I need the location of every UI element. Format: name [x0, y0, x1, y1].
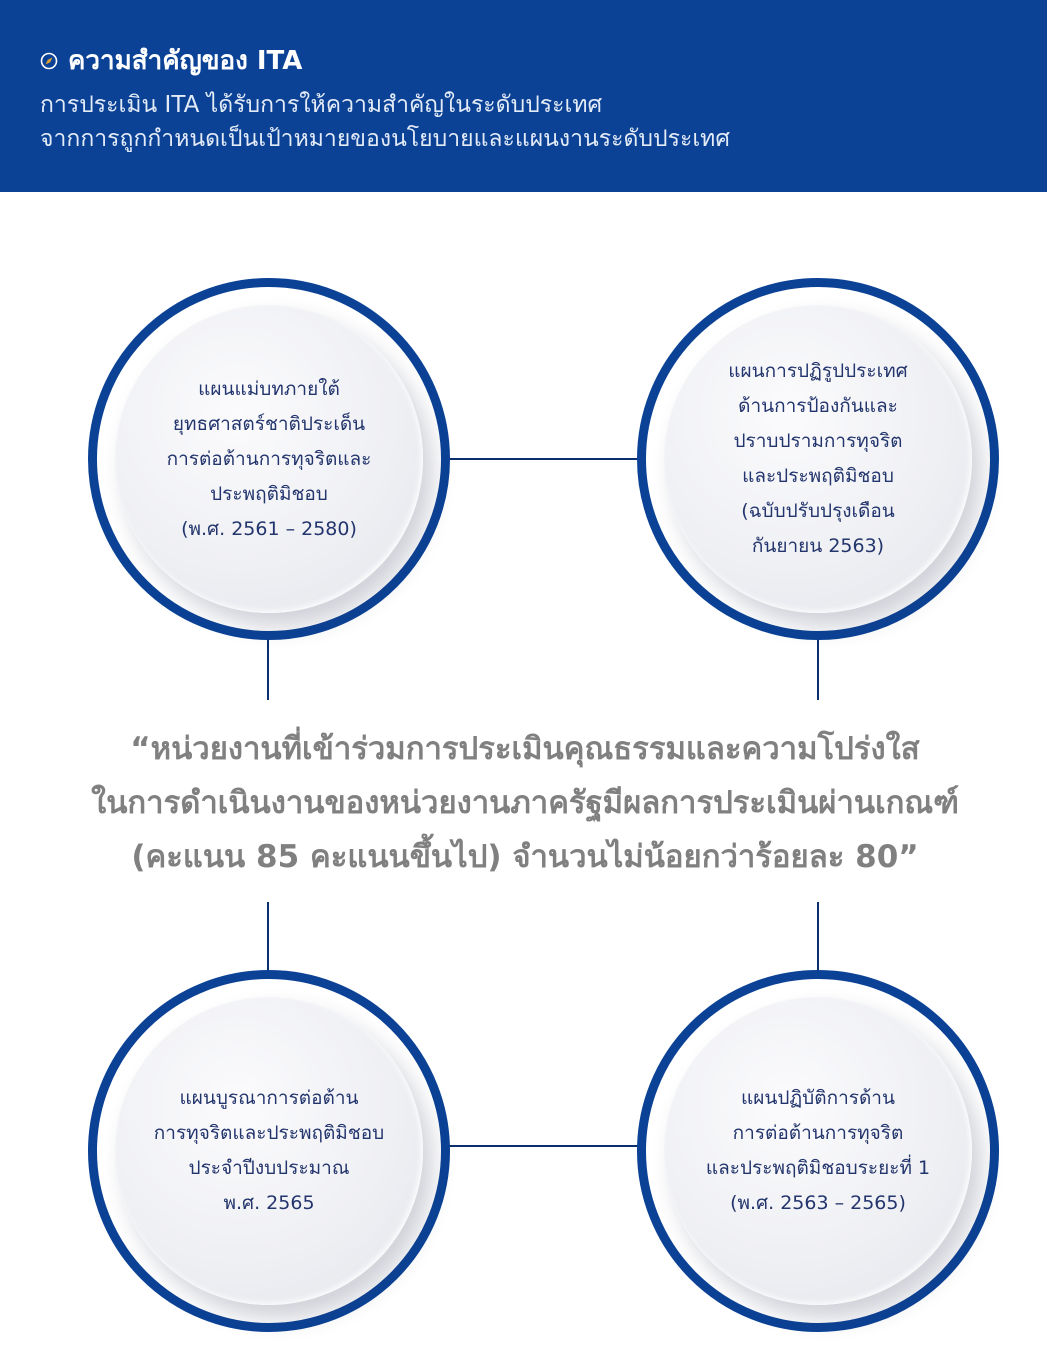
- plan-circle-inner: [664, 997, 972, 1305]
- quote-line: (คะแนน 85 คะแนนขึ้นไป) จำนวนไม่น้อยกว่าร้อยละ 80”: [131, 839, 919, 875]
- header-description-line-1: การประเมิน ITA ได้รับการให้ความสำคัญในระดับประเทศ: [40, 92, 603, 118]
- plan-line: แผนบูรณาการต่อต้าน: [179, 1087, 359, 1109]
- plan-line: ด้านการป้องกันและ: [738, 395, 898, 417]
- plan-line: (พ.ศ. 2563 – 2565): [730, 1192, 906, 1214]
- plan-circle-master-plan: [88, 278, 450, 640]
- plan-line: (ฉบับปรับปรุงเดือน: [741, 500, 895, 522]
- plan-line: ประพฤติมิชอบ: [210, 482, 328, 505]
- plan-line: ปราบปรามการทุจริต: [733, 430, 903, 452]
- plan-circle-text: [167, 372, 372, 547]
- target-quote: [0, 722, 1050, 884]
- plan-circle-inner: [664, 305, 972, 613]
- plan-circle-inner: [115, 997, 423, 1305]
- plan-line: ยุทธศาสตร์ชาติประเด็น: [172, 412, 366, 435]
- quote-line: “หน่วยงานที่เข้าร่วมการประเมินคุณธรรมและความโปร่งใส: [130, 731, 920, 767]
- plan-line: การต่อต้านการทุจริต: [732, 1122, 904, 1144]
- plan-circle-reform-plan: [637, 278, 999, 640]
- plan-line: กันยายน 2563): [751, 535, 885, 557]
- header-description-line-2: จากการถูกกำหนดเป็นเป้าหมายของนโยบายและแผนงานระดับประเทศ: [40, 126, 730, 152]
- plan-circle-text: [728, 354, 907, 564]
- plan-line: แผนปฏิบัติการด้าน: [741, 1087, 895, 1109]
- plan-circle-text: [154, 1081, 384, 1221]
- plan-line: ประจำปีงบประมาณ: [188, 1157, 350, 1179]
- plan-line: แผนแม่บทภายใต้: [198, 377, 340, 400]
- plan-line: แผนการปฏิรูปประเทศ: [728, 360, 908, 382]
- plan-line: (พ.ศ. 2561 – 2580): [181, 517, 357, 540]
- quote-line: ในการดำเนินงานของหน่วยงานภาครัฐมีผลการประเมินผ่านเกณฑ์: [91, 785, 959, 821]
- header-title: ความสำคัญของ ITA: [68, 46, 303, 76]
- plan-circle-text: [706, 1081, 930, 1221]
- plan-circle-action-plan: [637, 970, 999, 1332]
- plan-line: และประพฤติมิชอบระยะที่ 1: [705, 1157, 931, 1179]
- plan-line: พ.ศ. 2565: [223, 1192, 315, 1214]
- plan-line: การต่อต้านการทุจริตและ: [166, 447, 372, 470]
- plan-line: และประพฤติมิชอบ: [742, 465, 894, 487]
- plan-line: การทุจริตและประพฤติมิชอบ: [153, 1122, 385, 1144]
- plan-circle-integration-plan: [88, 970, 450, 1332]
- plan-circle-inner: [115, 305, 423, 613]
